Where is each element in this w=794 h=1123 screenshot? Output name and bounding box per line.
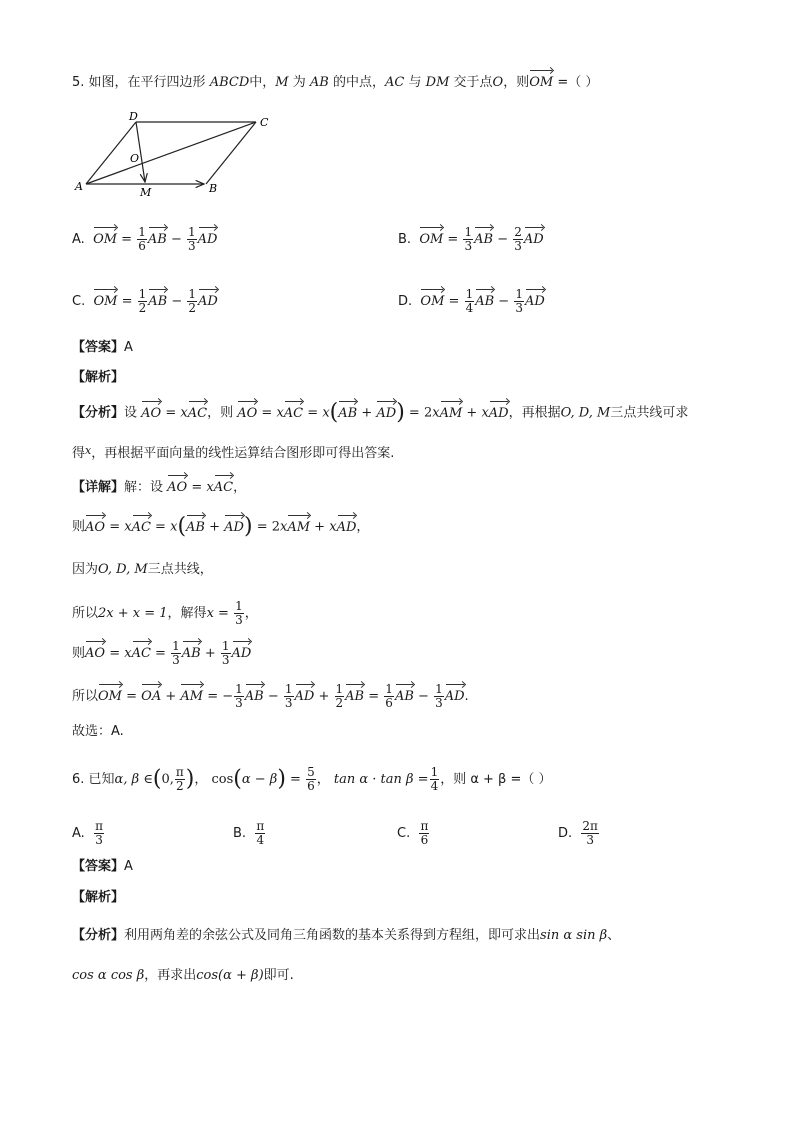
q5-answer: 【答案】A (72, 340, 133, 355)
label-c: C (260, 116, 269, 129)
label-d: D (129, 110, 138, 123)
q6-option-c[interactable]: C. $\frac{\pi}{6}$ (397, 819, 429, 847)
label-o: O (130, 152, 140, 165)
q5-detail-line5: 则AO = xAC = $\frac{1}{3}$ AB + $\frac{1}{3}$ AD (72, 639, 252, 667)
q6-stem: 6. 已知α, β ∈(0, $\frac{\pi}{2}$ )， cos(α − β) = $\frac{5}{6}$ ， tan α · tan β = $\frac{1}{4}$ ，则 α + β =（ ） (72, 765, 552, 793)
label-a: A (75, 180, 83, 193)
q6-fenxi-line2: cos α cos β，再求出cos(α + β)即可. (72, 968, 294, 983)
q5-option-a[interactable]: A. OM = $\frac{1}{6}$ AB − $\frac{1}{3}$ AD (72, 225, 218, 253)
q6-answer: 【答案】A (72, 859, 133, 874)
parallelogram-figure (70, 108, 290, 200)
q5-option-c[interactable]: C. OM = $\frac{1}{2}$ AB − $\frac{1}{2}$ AD (72, 287, 218, 315)
label-b: B (209, 182, 218, 195)
q5-analysis-heading: 【解析】 (72, 370, 125, 385)
q5-option-b[interactable]: B. OM = $\frac{1}{3}$ AB − $\frac{2}{3}$ AD (398, 225, 544, 253)
q5-fenxi-line2: 得$^x$，再根据平面向量的线性运算结合图形即可得出答案. (72, 444, 395, 461)
q5-option-d[interactable]: D. OM = $\frac{1}{4}$ AB − $\frac{1}{3}$ AD (398, 287, 545, 315)
q6-fenxi-line1: 【分析】利用两角差的余弦公式及同角三角函数的基本关系得到方程组，即可求出sin α sin β、 (72, 928, 621, 943)
q5-stem: 5. 如图，在平行四边形 ABCD中，M 为 AB 的中点，AC 与 DM 交于点O，则OM =（ ） (72, 75, 599, 90)
q6-option-d[interactable]: D. $\frac{2\pi}{3}$ (558, 819, 598, 847)
q5-detail-line1: 【详解】解：设 AO = xAC， (72, 480, 247, 495)
label-m: M (140, 186, 152, 199)
q5-fenxi-line1: 【分析】设 AO = xAC，则 AO = xAC = x(AB + AD) = 2xAM + xAD，再根据O, D, M三点共线可求 (72, 400, 689, 425)
q6-analysis-heading: 【解析】 (72, 890, 125, 905)
q5-detail-line3: 因为O, D, M三点共线， (72, 562, 213, 577)
q6-option-a[interactable]: A. $\frac{\pi}{3}$ (72, 819, 103, 847)
q6-option-b[interactable]: B. $\frac{\pi}{4}$ (233, 819, 265, 847)
q5-detail-line4: 所以2x + x = 1，解得x = $\frac{1}{3}$ ， (72, 599, 258, 627)
q5-detail-line2: 则AO = xAC = x(AB + AD) = 2xAM + xAD， (72, 514, 370, 539)
q5-detail-line6: 所以OM = OA + AM = − $\frac{1}{3}$ AB − $\frac{1}{3}$ AD + $\frac{1}{2}$ AB = $\frac{1}{6}$ AB − $\frac{1}{3}$ AD. (72, 682, 469, 710)
q5-choose: 故选：A. (72, 724, 124, 739)
